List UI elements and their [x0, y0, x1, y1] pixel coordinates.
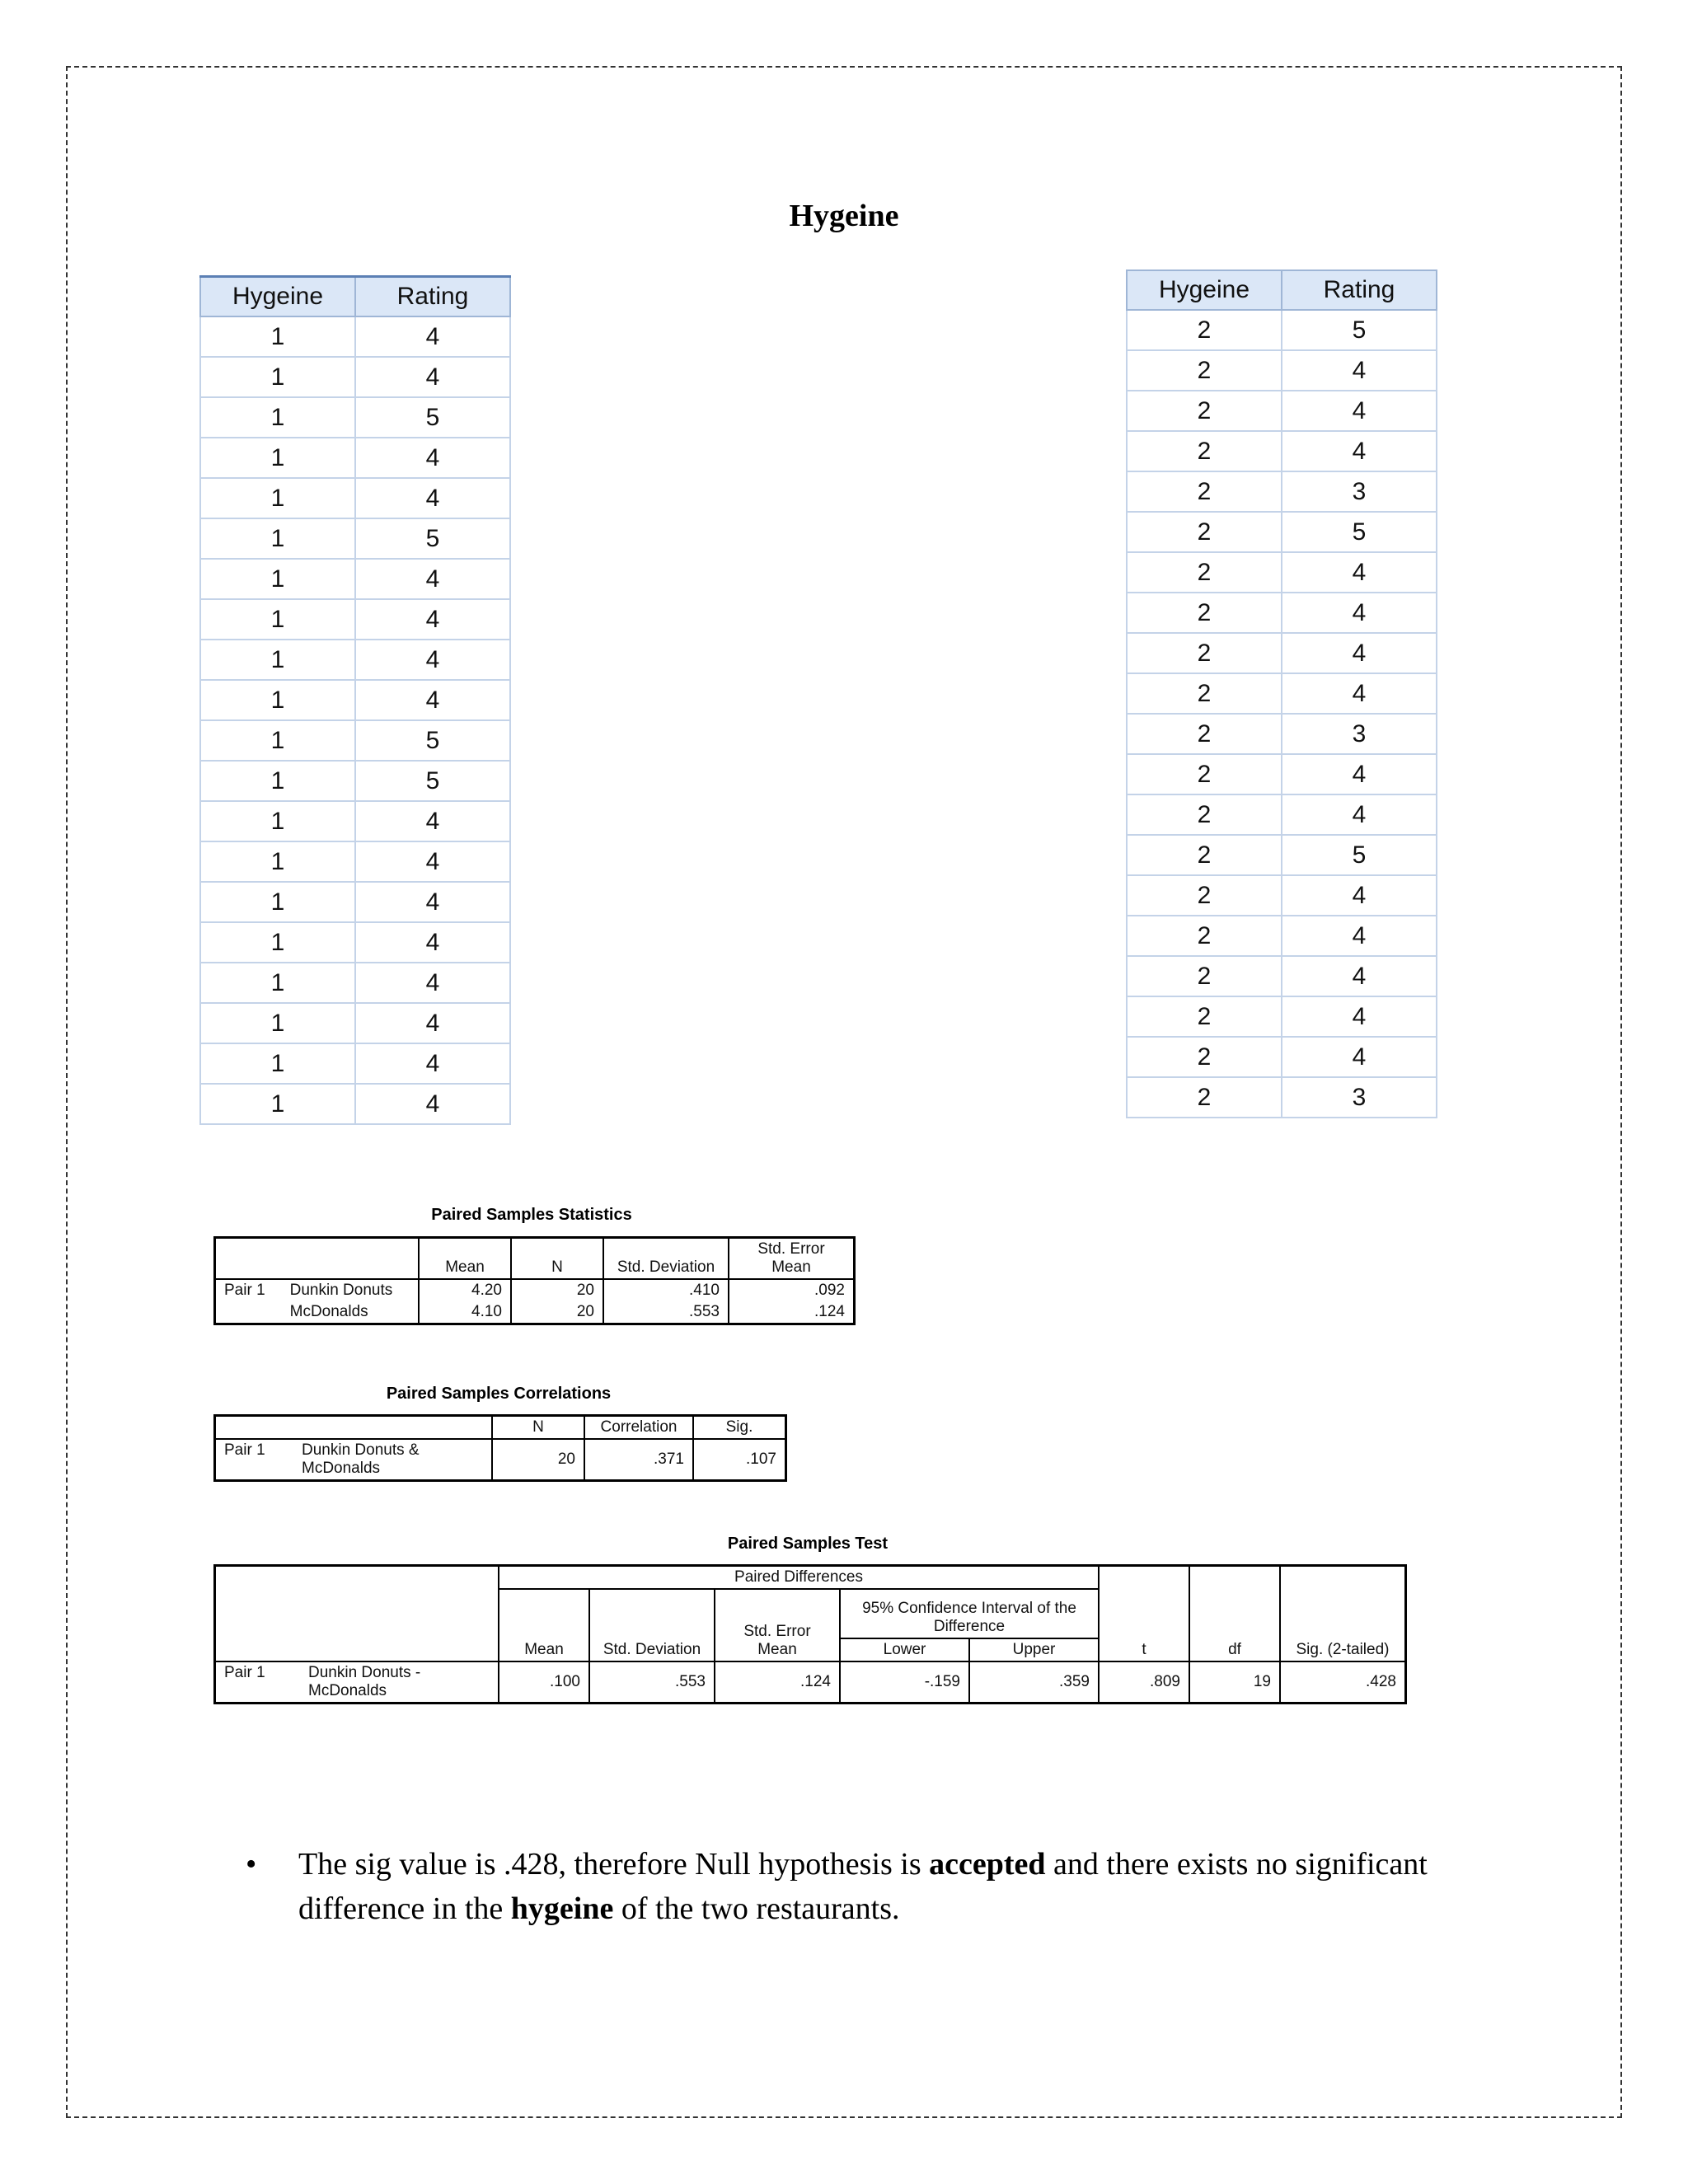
table-row: [1127, 673, 1437, 714]
header-sig: Sig.: [693, 1416, 786, 1440]
header-se: Std. Error Mean: [729, 1238, 855, 1280]
grid-cell[interactable]: 2: [1127, 471, 1282, 512]
grid-cell[interactable]: 4: [1282, 552, 1437, 593]
table-row: [200, 680, 510, 720]
column-header[interactable]: Rating: [1282, 270, 1437, 310]
table-row: [1127, 431, 1437, 471]
blank-header: [215, 1238, 420, 1280]
grid-cell[interactable]: 4: [355, 1003, 510, 1043]
data-grid-left: [199, 275, 511, 1125]
cell-sd: .553: [603, 1301, 729, 1324]
conclusion-part: The sig value is .428, therefore Null hypothesis is: [298, 1847, 930, 1882]
header-mean: Mean: [419, 1238, 511, 1280]
table-row: [200, 397, 510, 438]
data-grid-right: [1126, 269, 1437, 1118]
cell-df: 19: [1189, 1661, 1280, 1704]
row-name: McDonalds: [282, 1301, 419, 1324]
grid-cell[interactable]: 4: [355, 801, 510, 841]
table-row: [200, 761, 510, 801]
column-header[interactable]: Rating: [355, 277, 510, 317]
grid-cell[interactable]: 2: [1127, 916, 1282, 956]
grid-cell[interactable]: 4: [1282, 431, 1437, 471]
grid-cell[interactable]: 4: [1282, 916, 1437, 956]
grid-cell[interactable]: 4: [355, 1043, 510, 1084]
cell-sd: .553: [589, 1661, 715, 1704]
grid-cell[interactable]: 2: [1127, 875, 1282, 916]
conclusion-part: of the two restaurants.: [613, 1891, 900, 1926]
cell-sd: .410: [603, 1279, 729, 1301]
grid-cell[interactable]: 4: [355, 438, 510, 478]
row-name: Dunkin Donuts: [282, 1279, 419, 1301]
table-row: [200, 478, 510, 518]
cell-se: .092: [729, 1279, 855, 1301]
grid-cell[interactable]: 1: [200, 438, 355, 478]
grid-cell[interactable]: 2: [1127, 593, 1282, 633]
grid-cell[interactable]: 5: [355, 761, 510, 801]
cell-n: 20: [511, 1301, 603, 1324]
grid-cell[interactable]: 4: [1282, 593, 1437, 633]
grid-cell[interactable]: 2: [1127, 512, 1282, 552]
grid-cell[interactable]: 4: [355, 680, 510, 720]
grid-cell[interactable]: 4: [355, 478, 510, 518]
table-row: [200, 599, 510, 640]
table-row: [1127, 916, 1437, 956]
blank-header: [215, 1566, 499, 1662]
header-n: N: [492, 1416, 584, 1440]
cell-upper: .359: [969, 1661, 1099, 1704]
table-row: [200, 1084, 510, 1124]
grid-cell[interactable]: 4: [1282, 956, 1437, 996]
grid-cell[interactable]: 5: [1282, 835, 1437, 875]
table-row: [200, 559, 510, 599]
grid-cell[interactable]: 4: [355, 559, 510, 599]
grid-cell[interactable]: 1: [200, 841, 355, 882]
grid-cell[interactable]: 1: [200, 922, 355, 963]
header-paired-differences: Paired Differences: [499, 1566, 1099, 1590]
grid-cell[interactable]: 4: [1282, 350, 1437, 391]
grid-cell[interactable]: 2: [1127, 633, 1282, 673]
conclusion-part: and there exists no significant difference in the: [298, 1847, 1428, 1926]
grid-cell[interactable]: 4: [355, 316, 510, 357]
table-row: [1127, 633, 1437, 673]
grid-cell[interactable]: 4: [1282, 794, 1437, 835]
grid-cell[interactable]: 1: [200, 882, 355, 922]
table-row: [200, 357, 510, 397]
grid-cell[interactable]: 2: [1127, 835, 1282, 875]
header-sig: Sig. (2-tailed): [1280, 1566, 1406, 1662]
grid-cell[interactable]: 1: [200, 357, 355, 397]
grid-cell[interactable]: 3: [1282, 714, 1437, 754]
paired-test-table: [213, 1564, 1407, 1704]
grid-cell[interactable]: 4: [1282, 391, 1437, 431]
header-correlation: Correlation: [584, 1416, 693, 1440]
grid-cell[interactable]: 1: [200, 640, 355, 680]
conclusion-text: [298, 1842, 1452, 1931]
grid-cell[interactable]: 2: [1127, 794, 1282, 835]
grid-cell[interactable]: 4: [1282, 875, 1437, 916]
grid-cell[interactable]: 4: [355, 640, 510, 680]
header-lower: Lower: [840, 1638, 969, 1661]
grid-cell[interactable]: 1: [200, 801, 355, 841]
column-header[interactable]: Hygeine: [200, 277, 355, 317]
grid-cell[interactable]: 4: [355, 963, 510, 1003]
table-row: [1127, 1077, 1437, 1118]
grid-cell[interactable]: 4: [1282, 1037, 1437, 1077]
table-row: [1127, 310, 1437, 350]
cell-correlation: .371: [584, 1439, 693, 1481]
pair-label-empty: [215, 1301, 282, 1324]
header-sd: Std. Deviation: [603, 1238, 729, 1280]
corr-title: Paired Samples Correlations: [386, 1385, 612, 1403]
cell-sig: .428: [1280, 1661, 1406, 1704]
grid-cell[interactable]: 1: [200, 316, 355, 357]
grid-cell[interactable]: 3: [1282, 1077, 1437, 1118]
table-row: [1127, 1037, 1437, 1077]
row-name: Dunkin Donuts & McDonalds: [293, 1439, 492, 1481]
cell-mean: .100: [499, 1661, 589, 1704]
grid-cell[interactable]: 4: [1282, 673, 1437, 714]
table-row: [1127, 593, 1437, 633]
grid-cell[interactable]: 4: [355, 357, 510, 397]
grid-cell[interactable]: 1: [200, 1043, 355, 1084]
cell-mean: 4.10: [419, 1301, 511, 1324]
table-row: [1127, 714, 1437, 754]
table-row: [200, 640, 510, 680]
test-title: Paired Samples Test: [727, 1535, 889, 1553]
grid-cell[interactable]: 4: [355, 599, 510, 640]
cell-mean: 4.20: [419, 1279, 511, 1301]
grid-cell[interactable]: 5: [1282, 512, 1437, 552]
table-row: [1127, 350, 1437, 391]
cell-lower: -.159: [840, 1661, 969, 1704]
grid-cell[interactable]: 1: [200, 518, 355, 559]
cell-se: .124: [715, 1661, 840, 1704]
table-row: [1127, 835, 1437, 875]
grid-cell[interactable]: 5: [355, 720, 510, 761]
grid-cell[interactable]: 1: [200, 559, 355, 599]
grid-cell[interactable]: 2: [1127, 714, 1282, 754]
table-row: [1127, 391, 1437, 431]
grid-cell[interactable]: 1: [200, 478, 355, 518]
grid-cell[interactable]: 5: [355, 397, 510, 438]
grid-cell[interactable]: 1: [200, 1003, 355, 1043]
table-row: [1127, 471, 1437, 512]
grid-cell[interactable]: 4: [355, 841, 510, 882]
grid-cell[interactable]: 4: [1282, 633, 1437, 673]
grid-cell[interactable]: 4: [1282, 754, 1437, 794]
grid-cell[interactable]: 1: [200, 720, 355, 761]
grid-cell[interactable]: 1: [200, 761, 355, 801]
table-row: [200, 841, 510, 882]
page-title: Hygeine: [789, 199, 899, 233]
paired-corr-table: [213, 1414, 787, 1482]
table-row: [200, 882, 510, 922]
grid-cell[interactable]: 1: [200, 397, 355, 438]
header-t: t: [1099, 1566, 1189, 1662]
header-mean: Mean: [499, 1589, 589, 1661]
bullet-icon: •: [246, 1847, 257, 1882]
grid-cell[interactable]: 2: [1127, 754, 1282, 794]
cell-sig: .107: [693, 1439, 786, 1481]
grid-cell[interactable]: 4: [355, 922, 510, 963]
conclusion-bold: accepted: [929, 1847, 1046, 1882]
table-row: [200, 518, 510, 559]
stats-title: Paired Samples Statistics: [431, 1206, 632, 1224]
grid-cell[interactable]: 1: [200, 963, 355, 1003]
grid-cell[interactable]: 1: [200, 599, 355, 640]
blank-header: [215, 1416, 493, 1440]
pair-label: Pair 1: [215, 1439, 294, 1481]
header-upper: Upper: [969, 1638, 1099, 1661]
header-n: N: [511, 1238, 603, 1280]
table-row: [1127, 512, 1437, 552]
paired-stats-table: [213, 1236, 856, 1325]
grid-cell[interactable]: 2: [1127, 996, 1282, 1037]
header-df: df: [1189, 1566, 1280, 1662]
table-row: [1127, 875, 1437, 916]
table-row: [200, 922, 510, 963]
pair-label: Pair 1: [215, 1661, 301, 1704]
grid-cell[interactable]: 2: [1127, 552, 1282, 593]
grid-cell[interactable]: 2: [1127, 431, 1282, 471]
grid-cell[interactable]: 5: [1282, 310, 1437, 350]
cell-se: .124: [729, 1301, 855, 1324]
conclusion-bold: hygeine: [510, 1891, 614, 1926]
table-row: [200, 801, 510, 841]
grid-cell[interactable]: 2: [1127, 956, 1282, 996]
grid-cell[interactable]: 2: [1127, 1077, 1282, 1118]
table-row: [1127, 794, 1437, 835]
column-header[interactable]: Hygeine: [1127, 270, 1282, 310]
table-row: [200, 438, 510, 478]
grid-cell[interactable]: 1: [200, 1084, 355, 1124]
table-row: [1127, 996, 1437, 1037]
table-row: [200, 963, 510, 1003]
table-row: [1127, 956, 1437, 996]
cell-n: 20: [511, 1279, 603, 1301]
grid-cell[interactable]: 1: [200, 680, 355, 720]
grid-cell[interactable]: 2: [1127, 310, 1282, 350]
header-se: Std. Error Mean: [715, 1589, 840, 1661]
table-row: [200, 1043, 510, 1084]
header-sd: Std. Deviation: [589, 1589, 715, 1661]
grid-cell[interactable]: 4: [355, 882, 510, 922]
grid-cell[interactable]: 2: [1127, 350, 1282, 391]
pair-label: Pair 1: [215, 1279, 282, 1301]
grid-cell[interactable]: 4: [1282, 996, 1437, 1037]
grid-cell[interactable]: 3: [1282, 471, 1437, 512]
table-row: [1127, 754, 1437, 794]
grid-cell[interactable]: 5: [355, 518, 510, 559]
grid-cell[interactable]: 2: [1127, 391, 1282, 431]
cell-t: .809: [1099, 1661, 1189, 1704]
table-row: [200, 316, 510, 357]
cell-n: 20: [492, 1439, 584, 1481]
table-row: [200, 1003, 510, 1043]
table-row: [200, 720, 510, 761]
table-row: [1127, 552, 1437, 593]
row-name: Dunkin Donuts - McDonalds: [300, 1661, 499, 1704]
header-ci: 95% Confidence Interval of the Difference: [840, 1589, 1099, 1638]
grid-cell[interactable]: 2: [1127, 673, 1282, 714]
grid-cell[interactable]: 4: [355, 1084, 510, 1124]
grid-cell[interactable]: 2: [1127, 1037, 1282, 1077]
